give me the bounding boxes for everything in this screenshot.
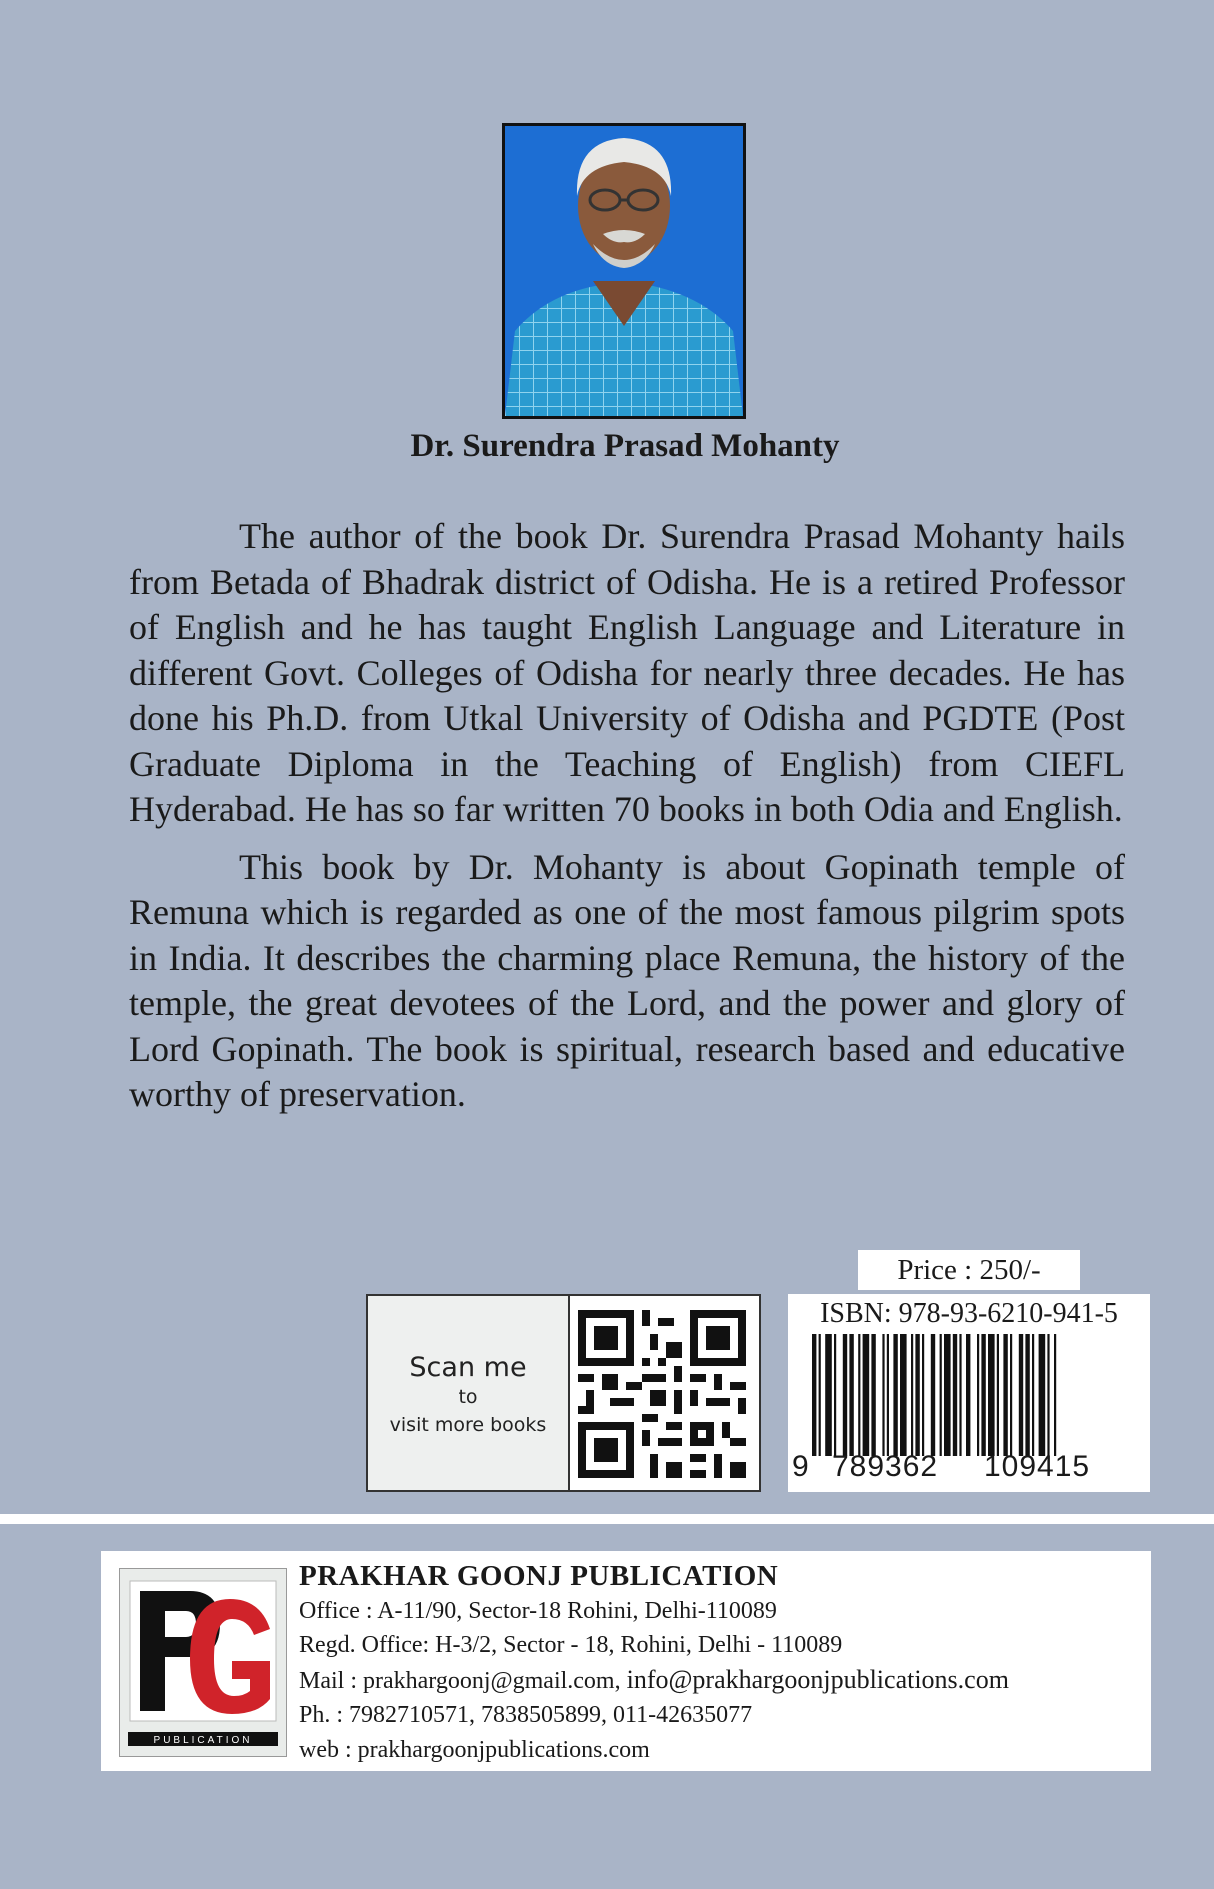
phone-line: Ph. : 7982710571, 7838505899, 011-42635077 <box>299 1702 753 1728</box>
isbn-barcode <box>788 1294 1150 1492</box>
mail-line <box>299 1663 1009 1699</box>
qr-caption <box>368 1296 568 1490</box>
qr-scan-me: Scan me <box>409 1352 527 1383</box>
barcode-left-digits: 789362 <box>832 1450 939 1483</box>
bio-paragraph: The author of the book Dr. Surendra Prasad Mohanty hails from Betada of Bhadrak district of Odisha. He is a retired Professor of English and he has taught English Language and Literature in different Govt. Colleges of Odisha for nearly three decades. He has done his Ph.D. from Utkal University of Odisha and PGDTE (Post Graduate Diploma in the Teaching of English) from CIEFL Hyderabad. He has so far written 70 books in both Odia and English. <box>129 516 1125 829</box>
qr-divider <box>568 1296 570 1490</box>
price-label: Price : 250/- <box>858 1250 1080 1290</box>
barcode-bars <box>798 1334 1140 1456</box>
qr-to: to <box>458 1386 478 1408</box>
publisher-name: PRAKHAR GOONJ PUBLICATION <box>299 1560 779 1592</box>
isbn-number: ISBN: 978-93-6210-941-5 <box>820 1298 1118 1329</box>
author-bio <box>129 514 1125 1130</box>
office-address: Office : A-11/90, Sector-18 Rohini, Delhi-110089 <box>299 1597 777 1624</box>
barcode-right-digits: 109415 <box>984 1450 1091 1483</box>
author-name: Dr. Surendra Prasad Mohanty <box>410 428 840 464</box>
qr-code-icon[interactable] <box>578 1310 746 1478</box>
regd-office-address: Regd. Office: H-3/2, Sector - 18, Rohini, Delhi - 110089 <box>299 1632 843 1658</box>
publisher-info <box>299 1559 1009 1767</box>
book-description-paragraph: This book by Dr. Mohanty is about Gopinath temple of Remuna which is regarded as one of the most famous pilgrim spots in India. It describes the charming place Remuna, the history of the temple, the great devotees of the Lord, and the power and glory of Lord Gopinath. The book is spiritual, research based and educative worthy of preservation. <box>129 846 1125 1114</box>
qr-panel[interactable] <box>366 1294 761 1492</box>
logo-text: PUBLICATION <box>153 1735 253 1746</box>
publisher-panel <box>101 1551 1151 1771</box>
section-divider <box>0 1514 1214 1524</box>
mail-primary[interactable]: Mail : prakhargoonj@gmail.com, <box>299 1667 627 1694</box>
web-link[interactable]: web : prakhargoonjpublications.com <box>299 1736 650 1763</box>
publisher-logo <box>119 1568 287 1757</box>
barcode-lead-digit: 9 <box>792 1450 809 1483</box>
author-photo <box>502 123 746 419</box>
qr-visit-more: visit more books <box>389 1414 547 1436</box>
mail-secondary[interactable]: info@prakhargoonjpublications.com <box>626 1664 1009 1694</box>
